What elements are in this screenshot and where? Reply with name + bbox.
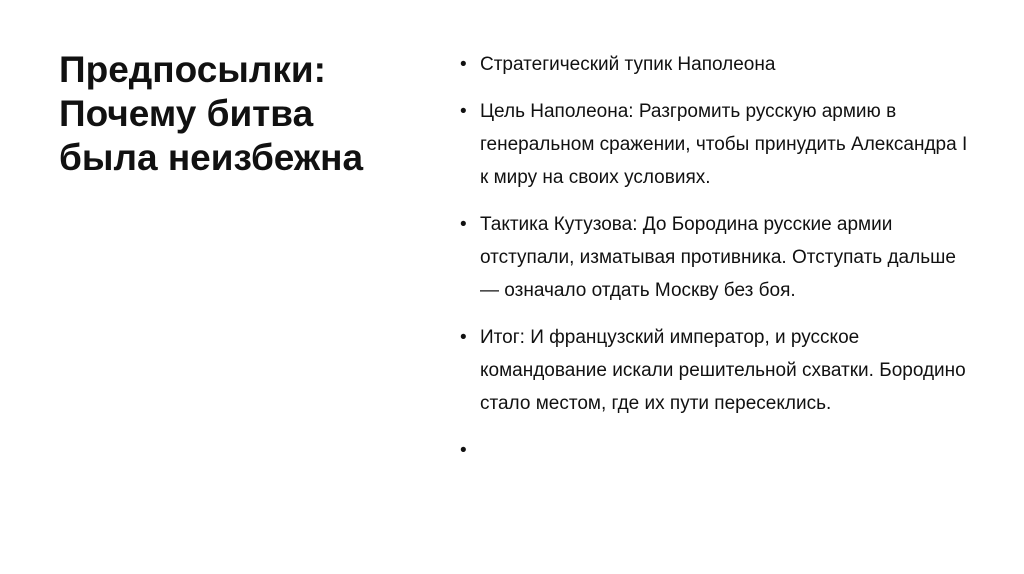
bullet-point-icon: •	[460, 214, 467, 235]
bullet-text: Стратегический тупик Наполеона	[480, 54, 776, 75]
bullet-item	[460, 95, 980, 194]
bullet-text: Итог: И французский император, и русское командование искали решительной схватки. Бородино стало местом, где их пути пересеклись.	[480, 327, 966, 414]
bullet-item	[460, 208, 980, 307]
bullet-text	[480, 434, 980, 467]
bullet-point-icon: •	[460, 327, 467, 348]
bullet-item-empty	[460, 434, 980, 467]
bullet-text: Тактика Кутузова: До Бородина русские армии отступали, изматывая противника. Отступать дальше — означало отдать Москву без боя.	[480, 214, 956, 301]
bullet-point-icon: •	[460, 440, 467, 461]
bullet-point-icon: •	[460, 101, 467, 122]
bullet-list	[460, 48, 980, 481]
bullet-text: Цель Наполеона: Разгромить русскую армию в генеральном сражении, чтобы принудить Александра I к миру на своих условиях.	[480, 101, 968, 188]
slide-title: Предпосылки: Почему битва была неизбежна	[59, 49, 364, 178]
bullet-item	[460, 48, 980, 81]
bullet-item	[460, 321, 980, 420]
bullet-point-icon: •	[460, 54, 467, 75]
